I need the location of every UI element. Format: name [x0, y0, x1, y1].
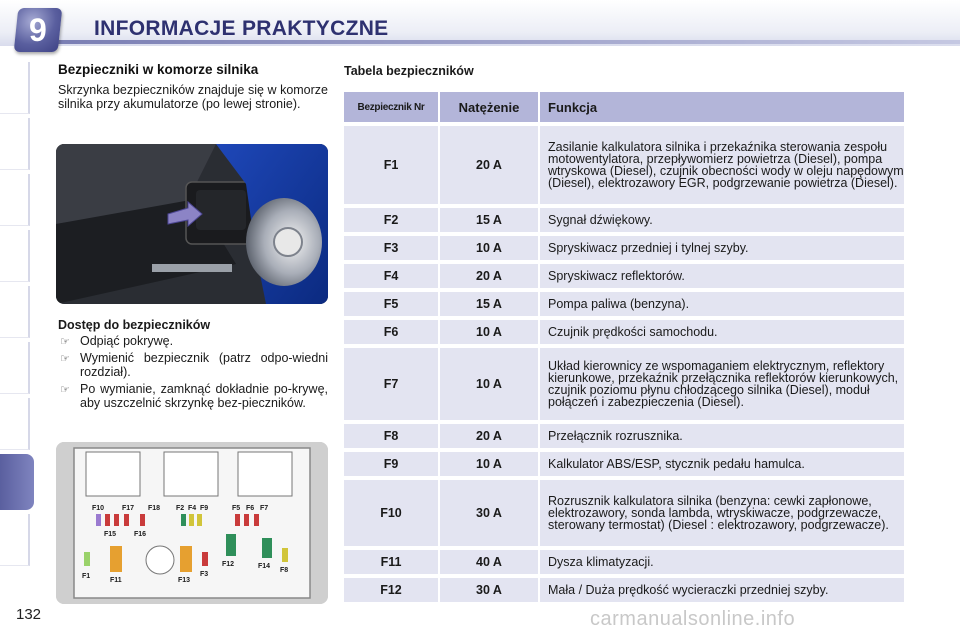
- fuse-function: Zasilanie kalkulatora silnika i przekaźnika sterowania zespołu motowentylatora, przepływomierz powietrza (Diesel), pompa wtryskowa (Diesel), czujnik obecności wody w oleju napędowym (Diesel), elektrozawory EGR, podgrzewanie powietrza (Diesel).: [540, 126, 904, 204]
- table-row: [344, 480, 904, 546]
- fuse-label: F10: [92, 505, 105, 512]
- chapter-badge: [14, 8, 63, 52]
- chapter-tab-active[interactable]: [0, 454, 34, 510]
- fuse-label: F18: [148, 505, 161, 512]
- table-row: [344, 320, 904, 344]
- chapter-number: 9: [29, 11, 47, 48]
- fuse-label: F5: [232, 505, 241, 512]
- table-row: [344, 550, 904, 574]
- fuse-label: F15: [104, 531, 117, 538]
- fuse-number: F12: [344, 578, 438, 602]
- header-fuse-number: Bezpiecznik Nr: [344, 92, 438, 122]
- fuse-amperage: 30 A: [440, 480, 538, 546]
- fuse-function: Przełącznik rozrusznika.: [540, 424, 904, 448]
- fuse-label: F11: [110, 577, 122, 584]
- page-number: 132: [16, 606, 42, 623]
- chapter-tab[interactable]: [0, 174, 30, 226]
- table-row: [344, 424, 904, 448]
- fuse-label: F9: [200, 505, 209, 512]
- table-row: [344, 126, 904, 204]
- header-function: Funkcja: [540, 92, 904, 122]
- chapter-tab[interactable]: [0, 230, 30, 282]
- section-title: Bezpieczniki w komorze silnika: [58, 62, 259, 77]
- fuse-function: Dysza klimatyzacji.: [540, 550, 904, 574]
- fuse-label: F14: [258, 563, 271, 570]
- fuse-function: Spryskiwacz przedniej i tylnej szyby.: [540, 236, 904, 260]
- fuse-number: F3: [344, 236, 438, 260]
- table-header-row: [344, 92, 904, 122]
- fuse-label: F16: [134, 531, 147, 538]
- fuse-label: F1: [82, 573, 91, 580]
- fuse-function: Czujnik prędkości samochodu.: [540, 320, 904, 344]
- fuse-function: Sygnał dźwiękowy.: [540, 208, 904, 232]
- fuse-number: F9: [344, 452, 438, 476]
- table-row: [344, 264, 904, 288]
- fuse-function: Spryskiwacz reflektorów.: [540, 264, 904, 288]
- fuse-amperage: 20 A: [440, 126, 538, 204]
- fuse-number: F2: [344, 208, 438, 232]
- table-row: [344, 452, 904, 476]
- hand-pointer-icon: ☞: [60, 353, 70, 365]
- engine-bay-photo: [56, 144, 328, 304]
- fuse-label: F6: [246, 505, 255, 512]
- hand-pointer-icon: ☞: [60, 336, 70, 348]
- fuse-function: Układ kierownicy ze wspomaganiem elektrycznym, reflektory kierunkowe, przekaźnik przełącznika reflektorów kierunkowych, czujnik poziomu płynu chłodzącego silnika (Diesel), moduł połączeń i zabezpieczenia (Diesel).: [540, 348, 904, 420]
- table-title: Tabela bezpieczników: [344, 64, 474, 78]
- chapter-tab[interactable]: [0, 62, 30, 114]
- fuse-function: Mała / Duża prędkość wycieraczki przedniej szyby.: [540, 578, 904, 602]
- fuse-amperage: 15 A: [440, 208, 538, 232]
- fuse-amperage: 40 A: [440, 550, 538, 574]
- table-row: [344, 208, 904, 232]
- table-row: [344, 236, 904, 260]
- list-item: ☞ Odpiąć pokrywę.: [60, 334, 174, 348]
- header-amperage: Natężenie: [440, 92, 538, 122]
- access-title: Dostęp do bezpieczników: [58, 318, 211, 332]
- chapter-tab[interactable]: [0, 118, 30, 170]
- fuse-label: F17: [122, 505, 135, 512]
- fuse-amperage: 20 A: [440, 424, 538, 448]
- intro-text: Skrzynka bezpieczników znajduje się w komorze silnika przy akumulatorze (po lewej stronie).: [58, 83, 328, 111]
- chapter-tab[interactable]: [0, 514, 30, 566]
- fuse-number: F8: [344, 424, 438, 448]
- table-row: [344, 348, 904, 420]
- chapter-tab[interactable]: [0, 342, 30, 394]
- fuse-number: F4: [344, 264, 438, 288]
- left-column: [58, 62, 328, 111]
- fuse-amperage: 20 A: [440, 264, 538, 288]
- fuse-number: F7: [344, 348, 438, 420]
- steps-list: [58, 334, 328, 413]
- hand-pointer-icon: ☞: [60, 384, 70, 396]
- fuse-amperage: 15 A: [440, 292, 538, 316]
- fuse-number: F1: [344, 126, 438, 204]
- fuse-number: F10: [344, 480, 438, 546]
- fuse-label: F4: [188, 505, 197, 512]
- fuse-table: [344, 92, 904, 606]
- fuse-label: F7: [260, 505, 269, 512]
- fuse-amperage: 10 A: [440, 452, 538, 476]
- list-item: ☞ Wymienić bezpiecznik (patrz odpo-wiedni rozdział).: [60, 351, 328, 379]
- fuse-function: Kalkulator ABS/ESP, stycznik pedału hamulca.: [540, 452, 904, 476]
- list-item: ☞ Po wymianie, zamknąć dokładnie po-krywę, aby uszczelnić skrzynkę bez-pieczników.: [60, 382, 328, 410]
- fuse-amperage: 10 A: [440, 320, 538, 344]
- fuse-number: F5: [344, 292, 438, 316]
- fuse-label: F3: [200, 571, 209, 578]
- fuse-amperage: 10 A: [440, 348, 538, 420]
- fuse-label: F8: [280, 567, 289, 574]
- table-row: [344, 578, 904, 602]
- fuse-function: Rozrusznik kalkulatora silnika (benzyna: cewki zapłonowe, elektrozawory, sonda lambda, wtryskiwacze, podgrzewacze, sterowany termostat) (Diesel : elektrozawory, podgrzewacze).: [540, 480, 904, 546]
- chapter-tab[interactable]: [0, 286, 30, 338]
- fuse-number: F11: [344, 550, 438, 574]
- fusebox-diagram: [56, 442, 328, 604]
- fuse-label: F12: [222, 561, 235, 568]
- fuse-amperage: 30 A: [440, 578, 538, 602]
- fuse-label: F2: [176, 505, 185, 512]
- watermark: carmanualsonline.info: [590, 608, 796, 630]
- fuse-number: F6: [344, 320, 438, 344]
- fuse-function: Pompa paliwa (benzyna).: [540, 292, 904, 316]
- fuse-label: F13: [178, 577, 191, 584]
- chapter-tab[interactable]: [0, 398, 30, 450]
- fuse-amperage: 10 A: [440, 236, 538, 260]
- table-row: [344, 292, 904, 316]
- page-title: INFORMACJE PRAKTYCZNE: [94, 17, 389, 40]
